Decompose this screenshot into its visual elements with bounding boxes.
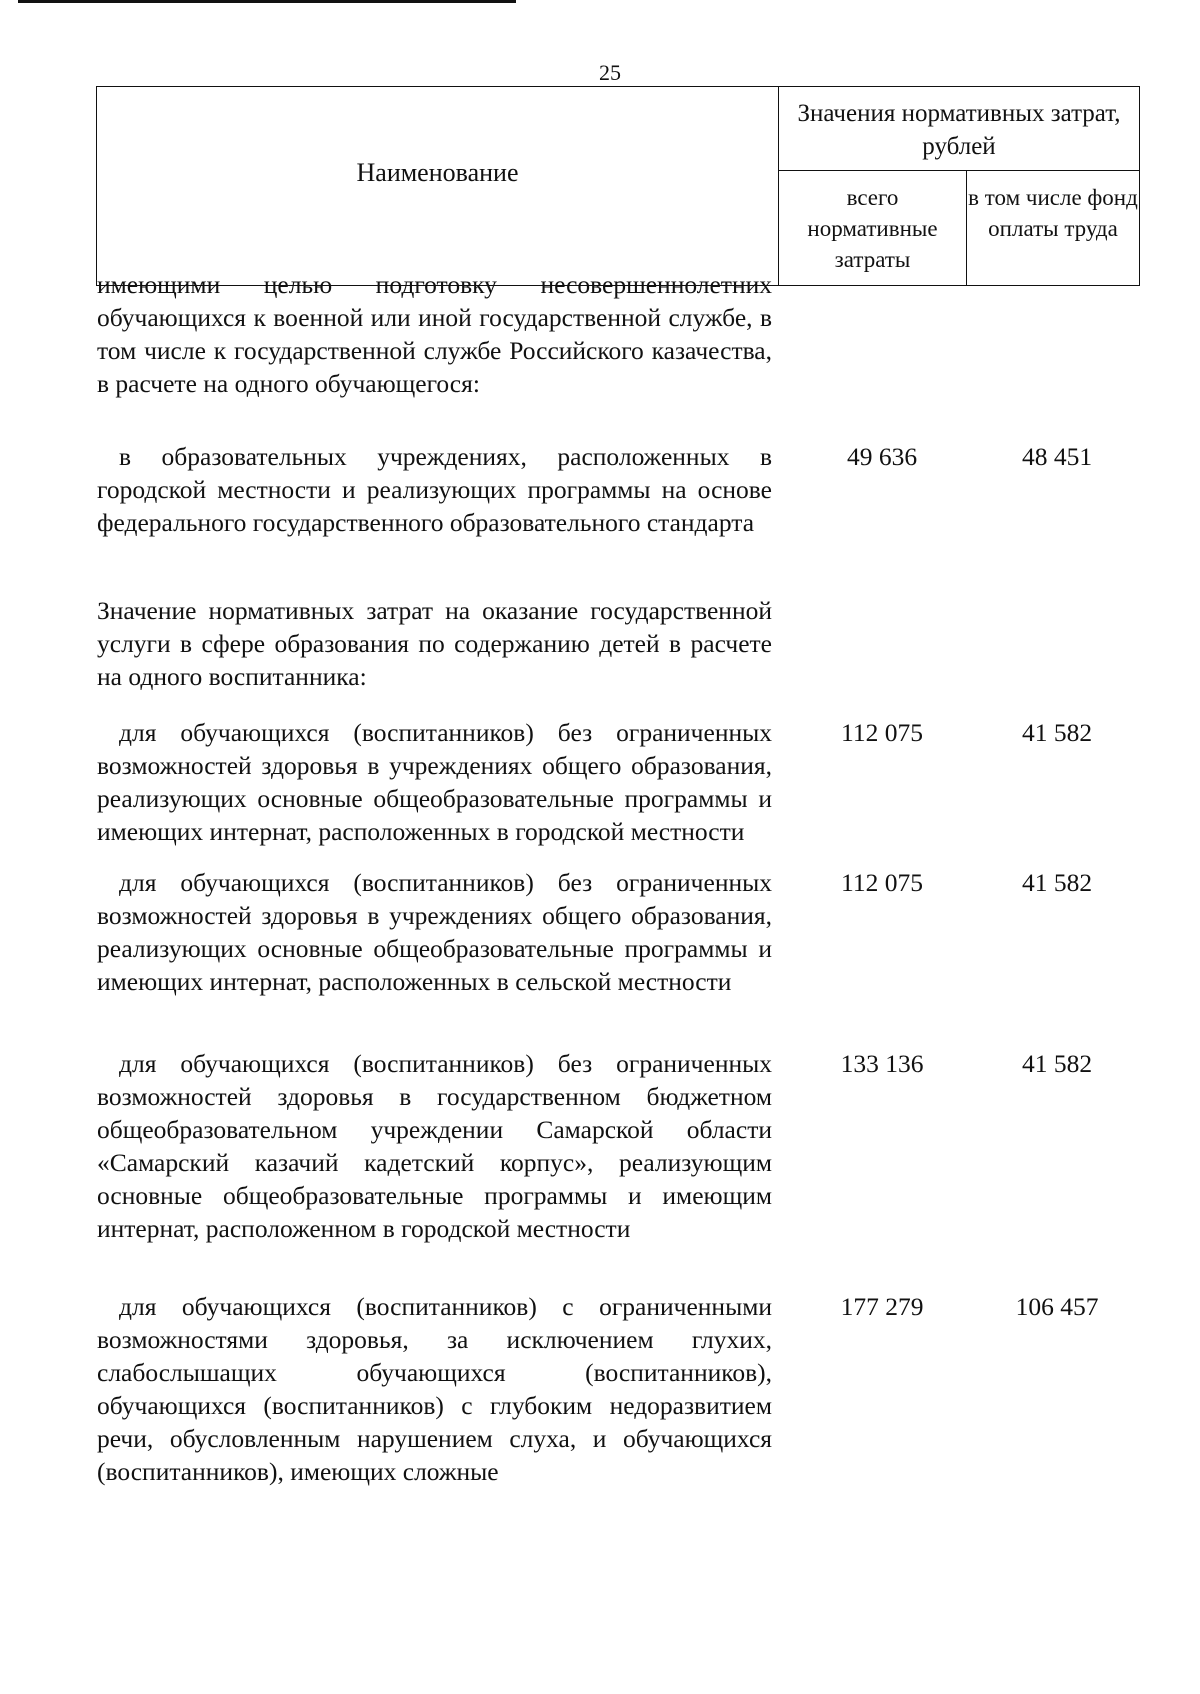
row-name: имеющими целью подготовку несовершеннолетних обучающихся к военной или иной государственной службе, в том числе к государственной службе Российского казачества, в расчете на одного обучающегося: <box>97 270 772 398</box>
row-total-value: 112 075 <box>841 718 923 747</box>
row-payroll-value: 48 451 <box>1021 442 1093 471</box>
row-name: для обучающихся (воспитанников) без ограниченных возможностей здоровья в учреждениях общего образования, реализующих основные общеобразовательные программы и имеющих интернат, расположенных в городской местности <box>97 718 772 846</box>
table-row <box>97 716 1137 848</box>
table-row <box>97 1047 1137 1245</box>
page-number: 25 <box>599 60 621 85</box>
table-row <box>97 1290 1137 1488</box>
row-total-value: 112 075 <box>841 868 923 897</box>
row-payroll-value: 41 582 <box>1021 718 1093 747</box>
row-payroll-value: 106 457 <box>1015 1292 1099 1321</box>
row-name: для обучающихся (воспитанников) без ограниченных возможностей здоровья в государственном бюджетном общеобразовательном учреждении Самарской области «Самарский казачий кадетский корпус», реализующим основные общеобразовательные программы и имеющим интернат, расположенном в городской местности <box>97 1049 772 1243</box>
row-name: для обучающихся (воспитанников) без ограниченных возможностей здоровья в учреждениях общего образования, реализующих основные общеобразовательные программы и имеющих интернат, расположенных в сельской местности <box>97 868 772 996</box>
row-payroll-value: 41 582 <box>1021 1049 1093 1078</box>
table-row <box>97 594 1137 693</box>
table-row <box>97 440 1137 539</box>
column-header-payroll: в том числе фонд оплаты труда <box>968 185 1138 241</box>
top-rule <box>18 0 516 3</box>
column-header-values-group: Значения нормативных затрат, рублей <box>779 87 1139 171</box>
column-header-name: Наименование <box>97 87 779 285</box>
table-header <box>96 86 1140 286</box>
row-name: Значение нормативных затрат на оказание государственной услуги в сфере образования по содержанию детей в расчете на одного воспитанника: <box>97 596 772 691</box>
table-row <box>97 268 1137 400</box>
row-total-value: 177 279 <box>840 1292 924 1321</box>
row-total-value: 133 136 <box>840 1049 924 1078</box>
column-header-total: всего нормативные затраты <box>779 171 967 285</box>
row-name: в образовательных учреждениях, расположенных в городской местности и реализующих программы на основе федерального государственного образовательного стандарта <box>97 442 772 537</box>
row-name: для обучающихся (воспитанников) с ограниченными возможностями здоровья, за исключением глухих, слабослышащих обучающихся (воспитанников), обучающихся (воспитанников) с глубоким недоразвитием речи, обусловленным нарушением слуха, и обучающихся (воспитанников), имеющих сложные <box>97 1292 772 1486</box>
row-payroll-value: 41 582 <box>1021 868 1093 897</box>
row-total-value: 49 636 <box>846 442 918 471</box>
table-row <box>97 866 1137 998</box>
